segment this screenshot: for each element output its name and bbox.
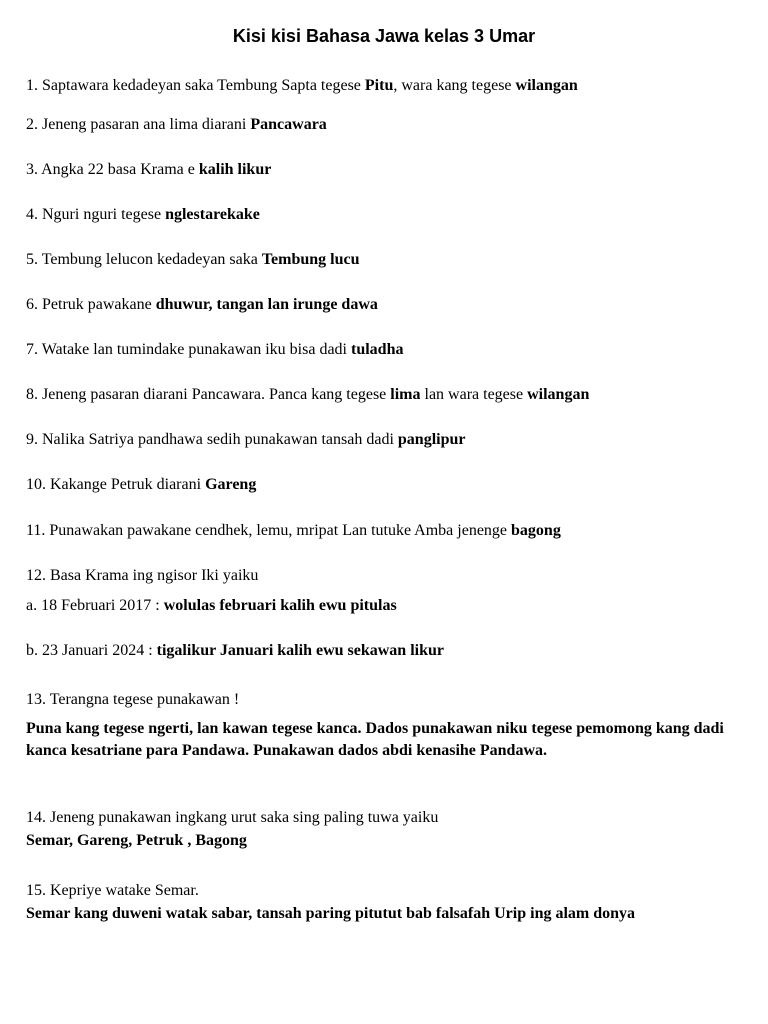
- question-15: 15. Kepriye watake Semar.: [26, 882, 199, 899]
- answer-13: Puna kang tegese ngerti, lan kawan tegese kanca. Dados punakawan niku tegese pemomong kang dadi kanca kesatriane para Pandawa. Punakawan dados abdi kenasihe Pandawa.: [26, 720, 724, 759]
- question-13: 13. Terangna tegese punakawan !: [26, 691, 240, 708]
- question-4: 4. Nguri nguri tegese nglestarekake: [26, 206, 260, 223]
- question-7: 7. Watake lan tumindake punakawan iku bisa dadi tuladha: [26, 341, 404, 358]
- question-12: 12. Basa Krama ing ngisor Iki yaiku: [26, 567, 259, 584]
- question-14: 14. Jeneng punakawan ingkang urut saka sing paling tuwa yaiku: [26, 809, 439, 826]
- question-3: 3. Angka 22 basa Krama e kalih likur: [26, 161, 272, 178]
- question-5: 5. Tembung lelucon kedadeyan saka Tembung lucu: [26, 251, 360, 268]
- question-6: 6. Petruk pawakane dhuwur, tangan lan irunge dawa: [26, 296, 378, 313]
- page-title: Kisi kisi Bahasa Jawa kelas 3 Umar: [232, 26, 536, 46]
- question-2: 2. Jeneng pasaran ana lima diarani Pancawara: [26, 116, 327, 133]
- question-12-item-a: a. 18 Februari 2017 : wolulas februari kalih ewu pitulas: [26, 597, 397, 614]
- question-11: 11. Punawakan pawakane cendhek, lemu, mripat Lan tutuke Amba jenenge bagong: [26, 522, 561, 539]
- answer-15: Semar kang duweni watak sabar, tansah paring pitutut bab falsafah Urip ing alam donya: [26, 905, 636, 922]
- question-9: 9. Nalika Satriya pandhawa sedih punakawan tansah dadi panglipur: [26, 431, 466, 448]
- question-12-item-b: b. 23 Januari 2024 : tigalikur Januari kalih ewu sekawan likur: [26, 642, 444, 659]
- question-10: 10. Kakange Petruk diarani Gareng: [26, 476, 257, 493]
- answer-14: Semar, Gareng, Petruk , Bagong: [26, 832, 247, 849]
- question-8: 8. Jeneng pasaran diarani Pancawara. Panca kang tegese lima lan wara tegese wilangan: [26, 386, 590, 403]
- question-1: 1. Saptawara kedadeyan saka Tembung Sapta tegese Pitu, wara kang tegese wilangan: [26, 77, 578, 94]
